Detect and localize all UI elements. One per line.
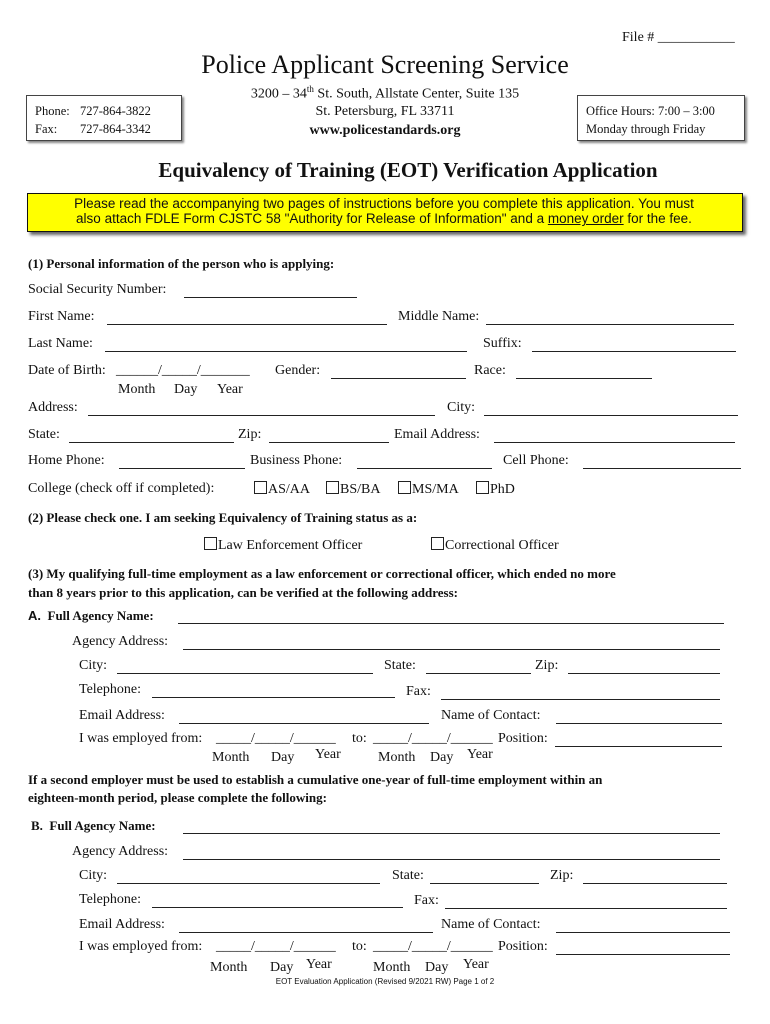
form-title: Equivalency of Training (EOT) Verification Application (158, 158, 658, 182)
agency-b-contact-label: Name of Contact: (441, 917, 541, 932)
agency-a-from-month: Month (212, 750, 250, 765)
zip-field[interactable] (269, 442, 389, 443)
fax-row: Fax: 727-864-3342 (35, 122, 151, 136)
agency-b-employed-from-label: I was employed from: (79, 939, 203, 954)
file-number-label: File # ___________ (622, 30, 735, 45)
section1-heading: (1) Personal information of the person who is applying: (28, 256, 335, 271)
dob-label: Date of Birth: (28, 363, 106, 378)
checkbox-icon[interactable] (398, 481, 411, 494)
middle-name-label: Middle Name: (398, 309, 480, 324)
agency-b-fax-field[interactable] (445, 908, 727, 909)
agency-b-position-label: Position: (498, 939, 548, 954)
agency-title: Police Applicant Screening Service (201, 50, 569, 79)
agency-b-city-field[interactable] (117, 883, 380, 884)
agency-b-from-year: Year (306, 957, 332, 972)
zip-label: Zip: (238, 427, 262, 442)
race-label: Race: (474, 363, 506, 378)
email-label: Email Address: (394, 427, 480, 442)
suffix-field[interactable] (532, 351, 736, 352)
agency-a-contact-label: Name of Contact: (441, 708, 541, 723)
agency-a-position-label: Position: (498, 731, 548, 746)
first-name-field[interactable] (107, 324, 387, 325)
degree-phd[interactable]: PhD (476, 481, 515, 498)
gender-label: Gender: (275, 363, 321, 378)
agency-b-to-day: Day (425, 960, 449, 975)
page-footer: EOT Evaluation Application (Revised 9/2021 RW) Page 1 of 2 (275, 977, 495, 986)
agency-a-address-field[interactable] (183, 649, 720, 650)
home-phone-field[interactable] (119, 468, 245, 469)
agency-a-name-field[interactable] (178, 623, 724, 624)
agency-a-state-field[interactable] (426, 673, 531, 674)
business-phone-label: Business Phone: (250, 453, 343, 468)
checkbox-icon[interactable] (254, 481, 267, 494)
agency-a-fax-label: Fax: (406, 684, 431, 699)
agency-b-email-label: Email Address: (79, 917, 165, 932)
agency-a-telephone-label: Telephone: (79, 682, 141, 697)
agency-a-zip-label: Zip: (535, 658, 559, 673)
checkbox-icon[interactable] (326, 481, 339, 494)
dob-year-caption: Year (217, 382, 243, 397)
degree-ms-ma[interactable]: MS/MA (398, 481, 459, 498)
agency-a-address-label: Agency Address: (72, 634, 169, 649)
notice-line-2: also attach FDLE Form CJSTC 58 "Authority for Release of Information" and a money order for the fee. (76, 211, 692, 226)
agency-b-address-field[interactable] (183, 859, 720, 860)
agency-a-contact-field[interactable] (556, 723, 722, 724)
state-field[interactable] (69, 442, 234, 443)
agency-a-state-label: State: (384, 658, 416, 673)
agency-b-from-month: Month (210, 960, 248, 975)
agency-b-telephone-field[interactable] (152, 907, 403, 908)
agency-b-from-date-field[interactable]: _____/_____/______ (216, 939, 336, 954)
agency-a-city-field[interactable] (117, 673, 373, 674)
checkbox-icon[interactable] (476, 481, 489, 494)
agency-a-email-field[interactable] (179, 723, 429, 724)
agency-b-city-label: City: (79, 868, 108, 883)
degree-bs-ba[interactable]: BS/BA (326, 481, 380, 498)
middle-name-field[interactable] (486, 324, 734, 325)
email-field[interactable] (494, 442, 735, 443)
office-hours: Office Hours: 7:00 – 3:00 (586, 104, 715, 118)
dob-month-caption: Month (118, 382, 156, 397)
agency-b-telephone-label: Telephone: (79, 892, 141, 907)
option-correctional[interactable]: Correctional Officer (431, 537, 559, 554)
agency-a-city-label: City: (79, 658, 108, 673)
agency-a-telephone-field[interactable] (152, 697, 395, 698)
ssn-field[interactable] (184, 297, 357, 298)
ssn-label: Social Security Number: (28, 282, 167, 297)
college-label: College (check off if completed): (28, 481, 215, 496)
business-phone-field[interactable] (357, 468, 492, 469)
option-law-enforcement[interactable]: Law Enforcement Officer (204, 537, 362, 554)
agency-b-to-year: Year (463, 957, 489, 972)
agency-a-heading: A. Full Agency Name: (28, 608, 154, 623)
agency-a-employed-from-label: I was employed from: (79, 731, 203, 746)
last-name-label: Last Name: (28, 336, 93, 351)
agency-a-from-year: Year (315, 747, 341, 762)
second-employer-note-line2: eighteen-month period, please complete the following: (28, 790, 327, 805)
last-name-field[interactable] (105, 351, 467, 352)
phone-row: Phone: 727-864-3822 (35, 104, 151, 118)
section2-heading: (2) Please check one. I am seeking Equivalency of Training status as a: (28, 510, 418, 525)
notice-line-1: Please read the accompanying two pages of instructions before you complete this application. You must (74, 196, 694, 211)
agency-b-to-label: to: (352, 939, 367, 954)
agency-b-heading: B. Full Agency Name: (31, 818, 156, 833)
website-link[interactable]: www.policestandards.org (309, 123, 461, 138)
agency-a-to-year: Year (467, 747, 493, 762)
race-field[interactable] (516, 378, 652, 379)
agency-b-fax-label: Fax: (414, 893, 439, 908)
section3-heading-line1: (3) My qualifying full-time employment as a law enforcement or correctional officer, which ended no more (28, 566, 616, 581)
state-label: State: (28, 427, 60, 442)
agency-a-position-field[interactable] (555, 746, 722, 747)
section3-heading-line2: than 8 years prior to this application, can be verified at the following address: (28, 585, 458, 600)
agency-b-to-month: Month (373, 960, 411, 975)
degree-as-aa[interactable]: AS/AA (254, 481, 310, 498)
agency-a-to-label: to: (352, 731, 367, 746)
address-line-1: 3200 – 34th St. South, Allstate Center, Suite 135 (250, 84, 520, 102)
agency-b-name-field[interactable] (183, 833, 720, 834)
agency-a-fax-field[interactable] (441, 699, 720, 700)
office-hours-box (577, 95, 745, 141)
contact-box (26, 95, 182, 141)
agency-b-zip-label: Zip: (550, 868, 574, 883)
dob-day-caption: Day (174, 382, 198, 397)
agency-b-state-field[interactable] (430, 883, 539, 884)
cell-phone-field[interactable] (583, 468, 741, 469)
address-label: Address: (28, 400, 78, 415)
agency-b-from-day: Day (270, 960, 294, 975)
agency-a-from-date-field[interactable]: _____/_____/______ (216, 731, 336, 746)
suffix-label: Suffix: (483, 336, 522, 351)
agency-a-to-date-field[interactable]: _____/_____/______ (373, 731, 493, 746)
agency-a-email-label: Email Address: (79, 708, 165, 723)
address-line-2: St. Petersburg, FL 33711 (315, 104, 455, 119)
agency-a-zip-field[interactable] (568, 673, 720, 674)
agency-b-email-field[interactable] (179, 932, 433, 933)
agency-b-position-field[interactable] (556, 954, 730, 955)
city-label: City: (447, 400, 476, 415)
home-phone-label: Home Phone: (28, 453, 105, 468)
cell-phone-label: Cell Phone: (503, 453, 569, 468)
checkbox-icon[interactable] (204, 537, 217, 550)
city-field[interactable] (484, 415, 738, 416)
agency-a-to-day: Day (430, 750, 454, 765)
notice-text (27, 196, 741, 226)
agency-b-contact-field[interactable] (556, 932, 730, 933)
address-field[interactable] (88, 415, 435, 416)
second-employer-note-line1: If a second employer must be used to establish a cumulative one-year of full-time employment within an (28, 772, 603, 787)
agency-a-to-month: Month (378, 750, 416, 765)
agency-a-from-day: Day (271, 750, 295, 765)
checkbox-icon[interactable] (431, 537, 444, 550)
agency-b-zip-field[interactable] (583, 883, 727, 884)
office-days: Monday through Friday (586, 122, 706, 136)
first-name-label: First Name: (28, 309, 95, 324)
agency-b-state-label: State: (392, 868, 424, 883)
agency-b-address-label: Agency Address: (72, 844, 169, 859)
gender-field[interactable] (331, 378, 466, 379)
dob-field[interactable]: ______/_____/_______ (116, 363, 250, 378)
agency-b-to-date-field[interactable]: _____/_____/______ (373, 939, 493, 954)
